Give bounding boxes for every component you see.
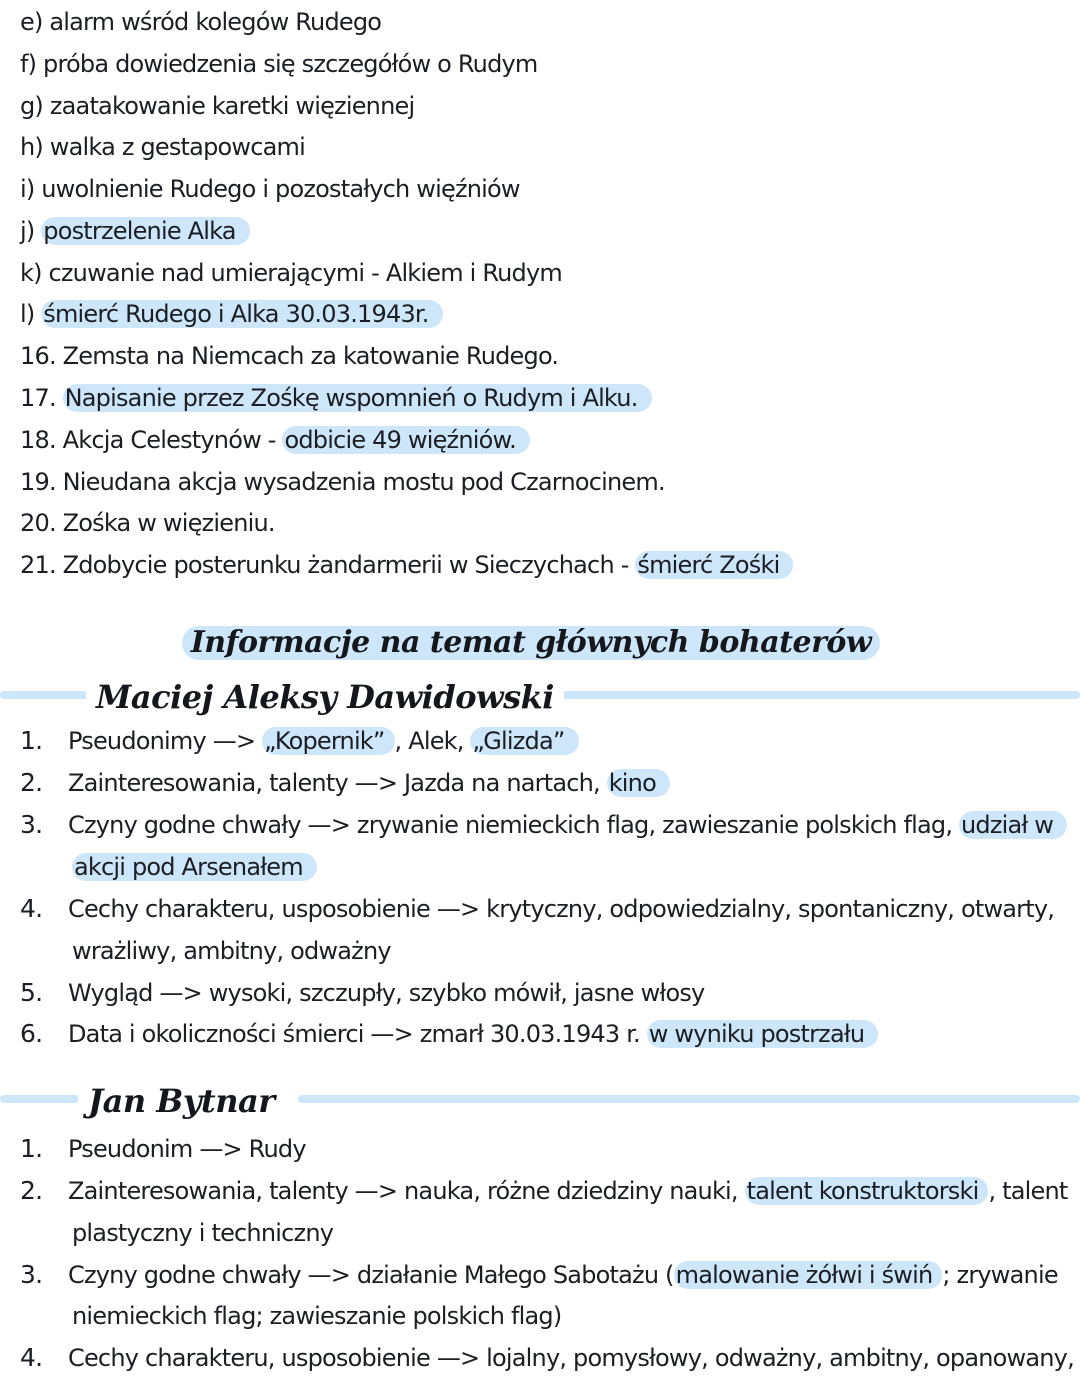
list-item: h) walka z gestapowcami [20, 133, 305, 161]
highlight: odbicie 49 więźniów. [282, 426, 530, 454]
hero-attribute: 2. Zainteresowania, talenty —> nauka, różne dziedziny nauki, talent konstruktorski , talent [20, 1176, 1068, 1205]
list-item: g) zaatakowanie karetki więziennej [20, 92, 415, 120]
list-item: f) próba dowiedzenia się szczegółów o Rudym [20, 50, 538, 78]
divider [298, 1095, 1080, 1103]
hero-attribute-cont: niemieckich flag; zawieszanie polskich flag) [72, 1302, 562, 1330]
highlight: w wyniku postrzału [647, 1020, 879, 1048]
list-item: e) alarm wśród kolegów Rudego [20, 8, 382, 36]
highlight: Napisanie przez Zośkę wspomnień o Rudym i Alku. [63, 384, 652, 412]
list-item: i) uwolnienie Rudego i pozostałych więźniów [20, 175, 520, 203]
list-item: 20. Zośka w więzieniu. [20, 509, 275, 537]
list-item: 18. Akcja Celestynów - odbicie 49 więźniów. [20, 424, 530, 456]
highlight: malowanie żółwi i świń [674, 1261, 943, 1289]
highlight: kino [607, 769, 670, 797]
highlight: śmierć Zośki [635, 551, 793, 579]
highlight: akcji pod Arsenałem [72, 853, 317, 881]
list-item: l) śmierć Rudego i Alka 30.03.1943r. [20, 298, 443, 330]
hero-attribute: 3. Czyny godne chwały —> zrywanie niemieckich flag, zawieszanie polskich flag, udział w [20, 809, 1067, 841]
hero-attribute-cont [72, 851, 317, 883]
hero-attribute-cont: wrażliwy, ambitny, odważny [72, 937, 391, 965]
list-item: 17. Napisanie przez Zośkę wspomnień o Rudym i Alku. [20, 382, 652, 414]
highlight: udział w [959, 811, 1067, 839]
hero-attribute: 4. Cechy charakteru, usposobienie —> krytyczny, odpowiedzialny, spontaniczny, otwarty, [20, 894, 1055, 923]
highlight: postrzelenie Alka [41, 217, 249, 245]
list-item: 21. Zdobycie posterunku żandarmerii w Sieczychach - śmierć Zośki [20, 549, 793, 581]
list-item: j) postrzelenie Alka [20, 215, 250, 247]
hero-attribute: 3. Czyny godne chwały —> działanie Małego Sabotażu (malowanie żółwi i świń ; zrywanie [20, 1260, 1058, 1289]
hero-name: Jan Bytnar [78, 1082, 285, 1120]
hero-attribute-cont: plastyczny i techniczny [72, 1219, 334, 1247]
highlight: „Glizda” [470, 727, 578, 755]
list-item: 16. Zemsta na Niemcach za katowanie Rudego. [20, 342, 559, 370]
hero-attribute: 5. Wygląd —> wysoki, szczupły, szybko mówił, jasne włosy [20, 978, 705, 1007]
divider [508, 691, 1080, 699]
hero-attribute: 4. Cechy charakteru, usposobienie —> lojalny, pomysłowy, odważny, ambitny, opanowany, [20, 1343, 1074, 1372]
hero-attribute: 1. Pseudonim —> Rudy [20, 1134, 306, 1163]
divider [0, 691, 90, 699]
section-title: Informacje na temat głównych bohaterów [182, 626, 880, 660]
hero-attribute: 2. Zainteresowania, talenty —> Jazda na nartach, kino [20, 767, 670, 799]
highlight: śmierć Rudego i Alka 30.03.1943r. [41, 300, 442, 328]
hero-attribute: 6. Data i okoliczności śmierci —> zmarł 30.03.1943 r. w wyniku postrzału [20, 1018, 878, 1050]
list-item: 19. Nieudana akcja wysadzenia mostu pod Czarnocinem. [20, 468, 665, 496]
highlight: „Kopernik” [262, 727, 394, 755]
divider [0, 1095, 80, 1103]
hero-attribute: 1. Pseudonimy —> „Kopernik” , Alek, „Glizda” [20, 725, 579, 757]
list-item: k) czuwanie nad umierającymi - Alkiem i Rudym [20, 259, 562, 287]
highlight: talent konstruktorski [745, 1177, 989, 1205]
hero-name: Maciej Aleksy Dawidowski [86, 678, 564, 716]
